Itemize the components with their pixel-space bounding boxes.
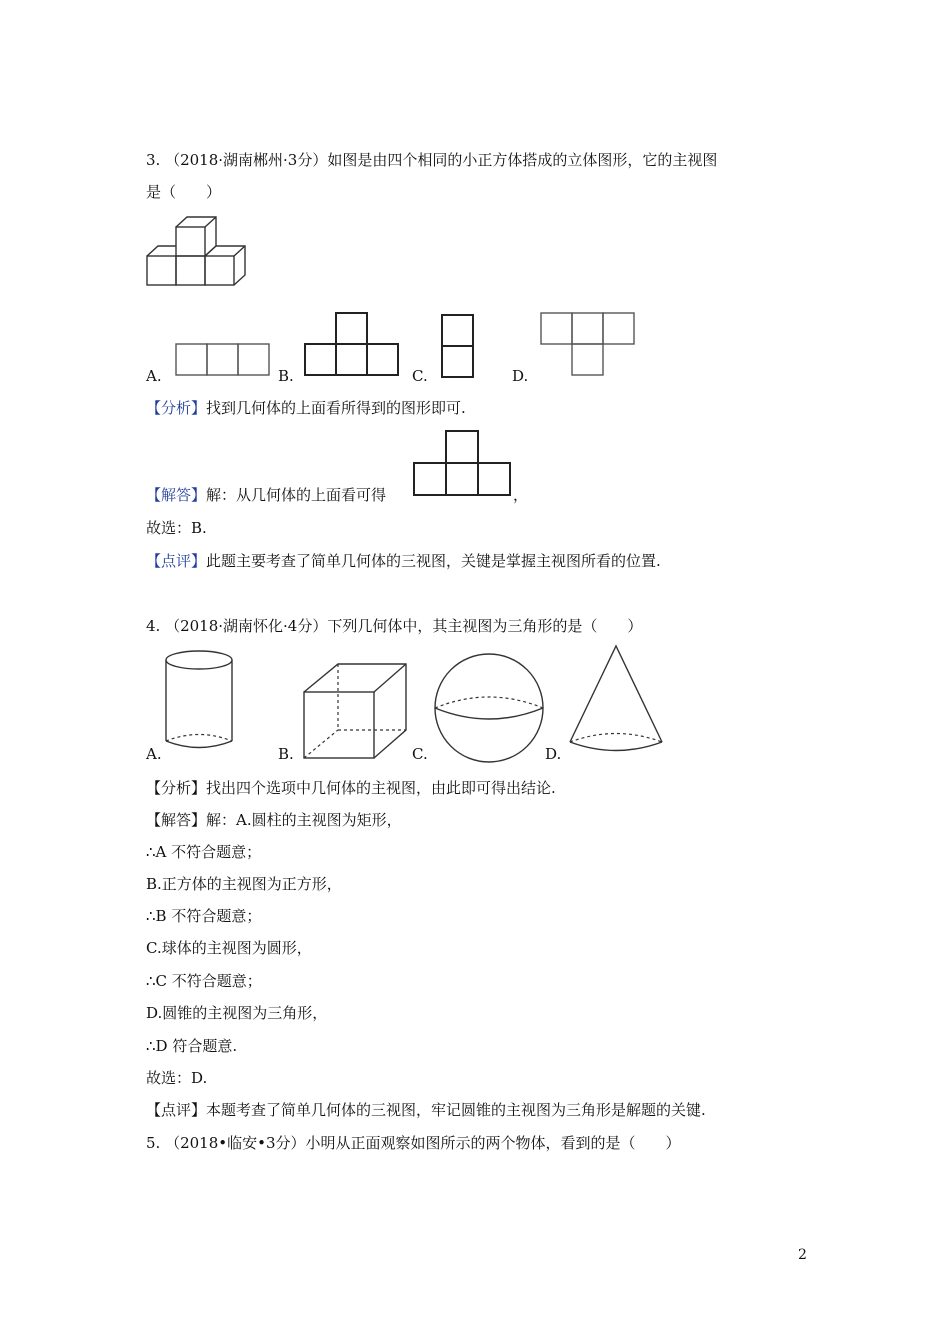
q3-comment-text: 此题主要考查了简单几何体的三视图，关键是掌握主视图所看的位置.	[206, 552, 661, 570]
q3-analysis	[146, 398, 466, 418]
q4-analysis: 【分析】找出四个选项中几何体的主视图，由此即可得出结论.	[146, 779, 556, 797]
q4-answer-line-1: 【解答】解：A.圆柱的主视图为矩形，	[146, 811, 402, 829]
q3-stem-line1: 3. （2018·湖南郴州·3分）如图是由四个相同的小正方体搭成的立体图形，它的主视图	[146, 151, 718, 169]
q3-choice: 故选：B.	[146, 519, 207, 537]
q3-solid-figure	[146, 216, 246, 288]
q3-option-d-label: D.	[512, 367, 529, 385]
q4-option-d-label: D.	[545, 745, 562, 763]
q4-option-b-cube	[302, 662, 408, 760]
q3-answer-text: 解：从几何体的上面看可得	[206, 486, 387, 504]
q4-option-a-cylinder	[164, 650, 236, 752]
q4-comment: 【点评】本题考查了简单几何体的三视图，牢记圆锥的主视图为三角形是解题的关键.	[146, 1101, 706, 1119]
q3-option-c-figure	[441, 314, 475, 378]
q4-option-b-label: B.	[278, 745, 294, 763]
q4-answer-line-2: ∴A 不符合题意；	[146, 843, 262, 861]
q4-option-a-label: A.	[146, 745, 162, 763]
q3-comment	[146, 551, 661, 571]
q3-answer	[146, 485, 386, 505]
q4-option-c-sphere	[433, 652, 545, 764]
q4-answer-line-9: 故选：D.	[146, 1069, 208, 1087]
q3-answer-comma: ，	[513, 486, 529, 504]
q4-option-d-cone	[568, 644, 664, 756]
q3-option-a-label: A.	[146, 367, 162, 385]
q3-analysis-text: 找到几何体的上面看所得到的图形即可.	[206, 399, 466, 417]
q3-option-a-figure	[175, 343, 271, 377]
q3-option-c-label: C.	[412, 367, 428, 385]
q4-answer-line-7: D.圆锥的主视图为三角形，	[146, 1004, 328, 1022]
page-number: 2	[798, 1247, 807, 1263]
q5-stem: 5. （2018•临安•3分）小明从正面观察如图所示的两个物体，看到的是（ ）	[146, 1134, 681, 1152]
q3-stem-line2: 是（ ）	[146, 183, 222, 201]
q4-answer-line-8: ∴D 符合题意.	[146, 1037, 238, 1055]
q3-option-d-figure	[540, 312, 636, 377]
q4-answer-line-5: C.球体的主视图为圆形，	[146, 939, 312, 957]
q3-option-b-figure	[304, 312, 400, 377]
q3-answer-figure	[413, 430, 511, 496]
q4-answer-line-6: ∴C 不符合题意；	[146, 972, 262, 990]
q3-analysis-tag: 【分析】	[146, 399, 207, 417]
q4-answer-line-4: ∴B 不符合题意；	[146, 907, 262, 925]
q4-answer-line-3: B.正方体的主视图为正方形，	[146, 875, 342, 893]
q3-option-b-label: B.	[278, 367, 294, 385]
q3-answer-tag: 【解答】	[146, 486, 207, 504]
q4-option-c-label: C.	[412, 745, 428, 763]
q4-stem: 4. （2018·湖南怀化·4分）下列几何体中，其主视图为三角形的是（ ）	[146, 617, 643, 635]
q3-comment-tag: 【点评】	[146, 552, 207, 570]
